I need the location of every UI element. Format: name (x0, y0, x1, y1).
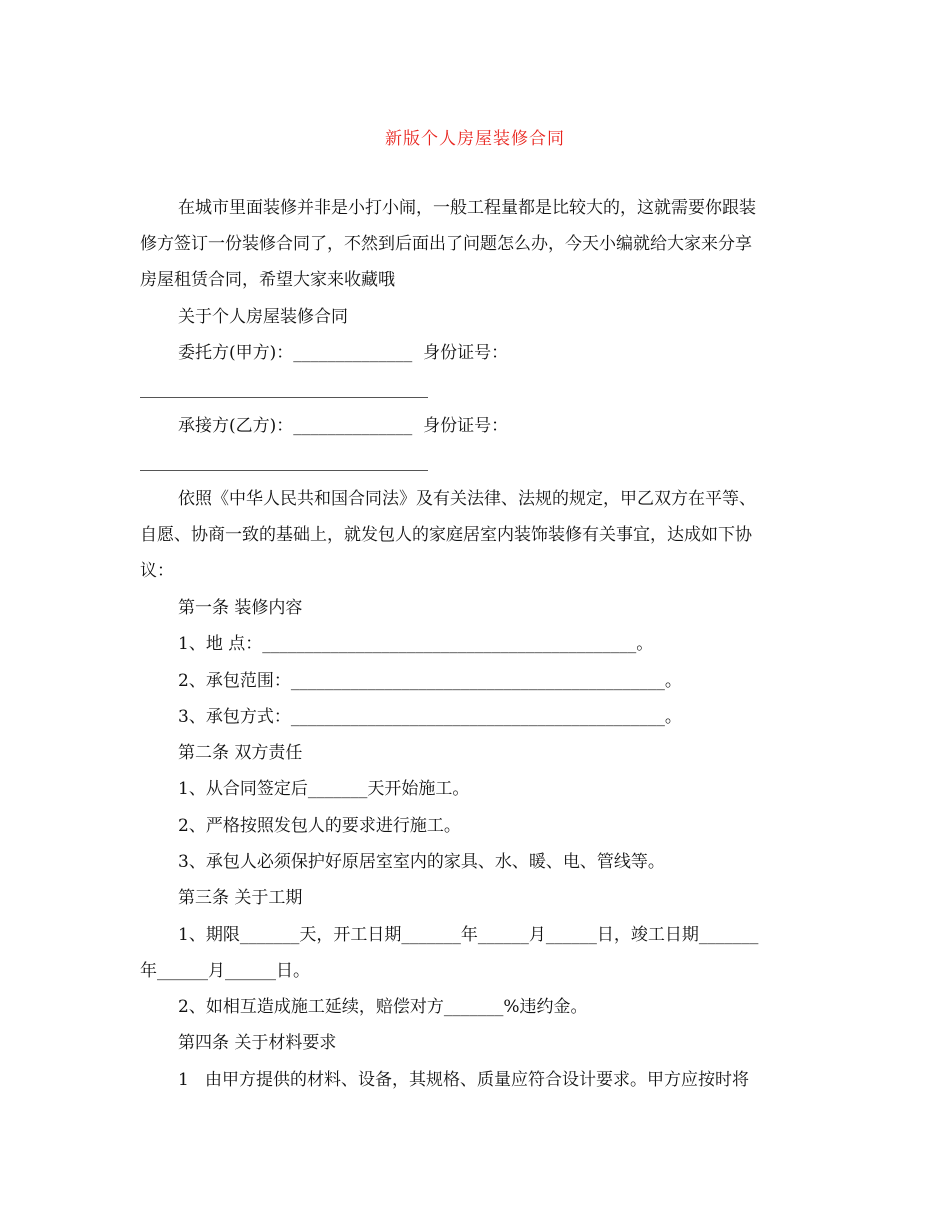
article-2-heading: 第二条 双方责任 (178, 743, 303, 763)
article-2-item-1: 1、从合同签定后_______天开始施工。 (178, 779, 470, 799)
article-3-heading: 第三条 关于工期 (178, 888, 303, 908)
party-b-line: 承接方(乙方)：______________ 身份证号： (178, 416, 509, 436)
section-subtitle: 关于个人房屋装修合同 (178, 307, 348, 327)
intro-line-2: 修方签订一份装修合同了，不然到后面出了问题怎么办，今天小编就给大家来分享 (140, 234, 752, 254)
party-a-id-blank (140, 397, 428, 398)
article-2-item-2: 2、严格按照发包人的要求进行施工。 (178, 816, 461, 836)
article-3-item-2: 2、如相互造成施工延续，赔偿对方_______%违约金。 (178, 997, 588, 1017)
preamble-line-1: 依照《中华人民共和国合同法》及有关法律、法规的规定，甲乙双方在平等、 (178, 489, 756, 509)
article-4-item-1: 1 由甲方提供的材料、设备，其规格、质量应符合设计要求。甲方应按时将 (178, 1070, 750, 1090)
intro-line-1: 在城市里面装修并非是小打小闹，一般工程量都是比较大的，这就需要你跟装 (178, 198, 756, 218)
party-a-line: 委托方(甲方)：______________ 身份证号： (178, 343, 509, 363)
article-1-item-3: 3、承包方式：____________________________________________。 (178, 707, 682, 727)
article-4-heading: 第四条 关于材料要求 (178, 1033, 337, 1053)
preamble-line-3: 议： (140, 561, 174, 581)
article-1-item-1: 1、地 点：____________________________________________。 (178, 634, 654, 654)
party-b-id-blank (140, 470, 428, 471)
article-2-item-3: 3、承包人必须保护好原居室室内的家具、水、暖、电、管线等。 (178, 852, 665, 872)
article-1-item-2: 2、承包范围：____________________________________________。 (178, 671, 682, 691)
article-3-item-1: 1、期限_______天，开工日期_______年______月______日，竣工日期_______ (178, 925, 759, 945)
article-1-heading: 第一条 装修内容 (178, 598, 303, 618)
article-3-item-1-cont: 年______月______日。 (140, 961, 310, 981)
preamble-line-2: 自愿、协商一致的基础上，就发包人的家庭居室内装饰装修有关事宜，达成如下协 (140, 525, 752, 545)
intro-line-3: 房屋租赁合同，希望大家来收藏哦 (140, 270, 395, 290)
document-title: 新版个人房屋装修合同 (385, 129, 565, 149)
